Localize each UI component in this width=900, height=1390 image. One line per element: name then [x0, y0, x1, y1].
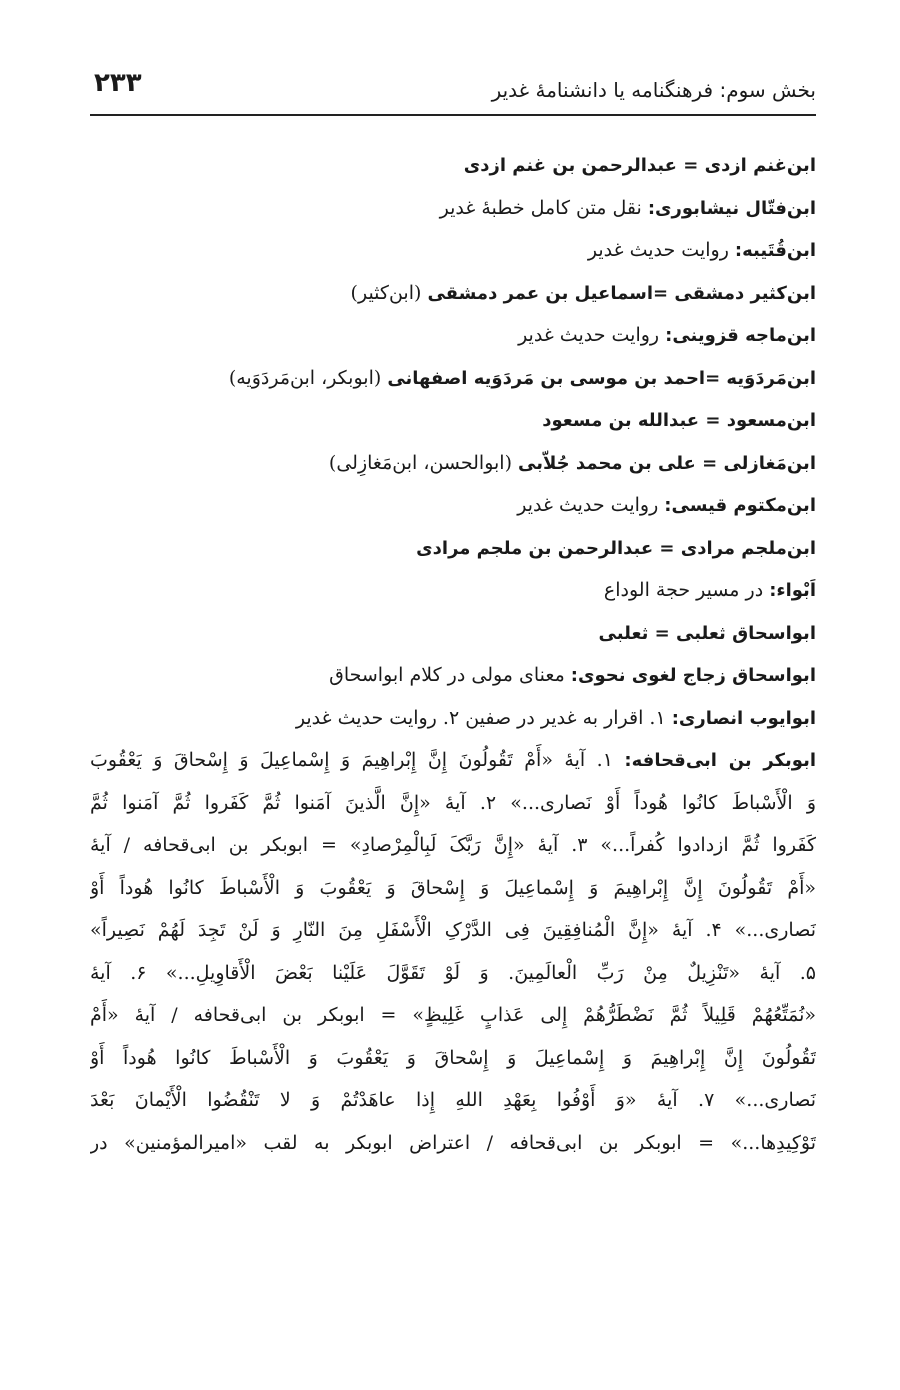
page-header [90, 58, 816, 116]
entry-head: ابن‌مَغازلی = علی بن محمد جُلاّبی [518, 452, 816, 474]
entry-head: ابن‌ملجم مرادی = عبدالرحمن بن ملجم مرادی [416, 537, 816, 559]
entry-ibn-fattal [90, 187, 816, 230]
entry-abu-ishaq-thalabi [90, 612, 816, 655]
entry-ibn-qutayba [90, 229, 816, 272]
paragraph-line: ۵. آیهٔ «تَنْزِیلٌ مِنْ رَبِّ الْعالَمِینَ. وَ لَوْ تَقَوَّلَ عَلَیْنا بَعْضَ الْأَقاوِیلِ...» ۶. آیهٔ [90, 961, 816, 984]
paragraph-line: نَصاری...» ۴. آیهٔ «إِنَّ الْمُنافِقِینَ فِی الدَّرْکِ الْأَسْفَلِ مِنَ النّارِ وَ لَنْ تَجِدَ لَهُمْ نَصِیراً» [90, 919, 816, 941]
entry-head: اَبْواء: [769, 580, 816, 601]
entry-ibn-muljam [90, 527, 816, 570]
entry-abubakr [90, 739, 816, 1164]
entry-head: ابوبکر بن ابی‌قحافه: [624, 750, 816, 771]
entry-ibn-mardawayh [90, 357, 816, 400]
entry-head: ابن‌مَردَوَیه =احمد بن موسی بن مَردَوَیه اصفهانی [387, 367, 816, 389]
entry-text: (ابوبکر، ابن‌مَردَوَیه) [228, 366, 388, 389]
entry-head: ابن‌غنم ازدی = عبدالرحمن بن غنم ازدی [463, 155, 816, 176]
page-number: ۲۳۳ [94, 68, 142, 98]
entry-abwa [90, 569, 816, 612]
entry-abu-ishaq-zajjaj [90, 654, 816, 697]
entry-head: ابن‌ماجه قزوینی: [665, 325, 816, 346]
entry-head: ابن‌مسعود = عبدالله بن مسعود [542, 410, 816, 431]
entry-ibn-kathir [90, 272, 816, 315]
entry-ibn-majah [90, 314, 816, 357]
paragraph-line: کَفَروا ثُمَّ ازدادوا کُفراً...» ۳. آیهٔ «إِنَّ رَبَّکَ لَبِالْمِرْصادِ» = ابوبکر بن ابی‌قحافه / آیهٔ [90, 834, 816, 856]
entry-head: ابواسحاق زجاج لغوی نحوی: [570, 665, 816, 686]
book-page [90, 58, 816, 1348]
line-text: ۱. آیهٔ «أَمْ تَقُولُونَ إِنَّ إِبْراهِیمَ وَ إِسْماعِیلَ وَ إِسْحاقَ وَ یَعْقُوبَ [90, 749, 625, 771]
entry-head: ابن‌کثیر دمشقی =اسماعیل بن عمر دمشقی [427, 282, 816, 304]
paragraph-line: تَوْکِیدِها...» = ابوبکر بن ابی‌قحافه / اعتراض ابوبکر به لقب «امیرالمؤمنین» در [90, 1131, 816, 1154]
entry-ibn-masud [90, 399, 816, 442]
entry-text: نقل متن کامل خطبهٔ غدیر [439, 196, 648, 219]
entry-text: در مسیر حجة الوداع [603, 579, 770, 601]
entry-head: ابن‌قُتَیبه: [734, 240, 816, 261]
paragraph-line: نَصاری...» ۷. آیهٔ «وَ أَوْفُوا بِعَهْدِ اللهِ إِذا عاهَدْتُمْ وَ لا تَنْقُضُوا الْأَیْمانَ بَعْدَ [90, 1089, 816, 1111]
entry-text: (ابن‌کثیر) [350, 281, 428, 304]
entry-text: معنای مولی در کلام ابواسحاق [329, 664, 571, 686]
entry-head: ابواسحاق ثعلبی = ثعلبی [598, 622, 816, 644]
entry-ibn-maktum [90, 484, 816, 527]
entry-text: روایت حدیث غدیر [587, 239, 735, 261]
entry-ibn-ghanam [90, 144, 816, 187]
paragraph-line: وَ الْأَسْباطَ کانُوا هُوداً أَوْ نَصاری...» ۲. آیهٔ «إِنَّ الَّذینَ آمَنوا ثُمَّ کَفَروا ثُمَّ آمَنوا ثُمَّ [90, 791, 816, 814]
running-title: بخش سوم: فرهنگنامه یا دانشنامهٔ غدیر [491, 78, 816, 102]
entry-ibn-maghazili [90, 442, 816, 485]
paragraph-line: «نُمَتِّعُهُمْ قَلِیلاً ثُمَّ نَضْطَرُّهُمْ إِلی عَذابٍ غَلِیظٍ» = ابوبکر بن ابی‌قحافه / آیهٔ «أَمْ [90, 1004, 816, 1026]
paragraph-line [90, 739, 816, 782]
entry-list [90, 144, 816, 1164]
paragraph-line: تَقُولُونَ إِنَّ إِبْراهِیمَ وَ إِسْماعِیلَ وَ إِسْحاقَ وَ یَعْقُوبَ وَ الْأَسْباطَ کانُوا هُوداً أَوْ [90, 1046, 816, 1069]
entry-text: (ابوالحسن، ابن‌مَغازِلی) [328, 451, 519, 474]
entry-head: ابوایوب انصاری: [671, 707, 816, 729]
entry-text: روایت حدیث غدیر [517, 494, 665, 516]
paragraph-line: «أَمْ تَقُولُونَ إِنَّ إِبْراهِیمَ وَ إِسْماعِیلَ وَ إِسْحاقَ وَ یَعْقُوبَ وَ الْأَسْباطَ کانُوا هُوداً أَوْ [90, 876, 816, 899]
entry-text: ۱. اقرار به غدیر در صفین ۲. روایت حدیث غدیر [295, 706, 672, 729]
entry-head: ابن‌مکتوم قیسی: [664, 495, 816, 516]
entry-head: ابن‌فتّال نیشابوری: [647, 197, 816, 219]
entry-text: روایت حدیث غدیر [518, 324, 666, 346]
entry-abu-ayyub [90, 697, 816, 740]
